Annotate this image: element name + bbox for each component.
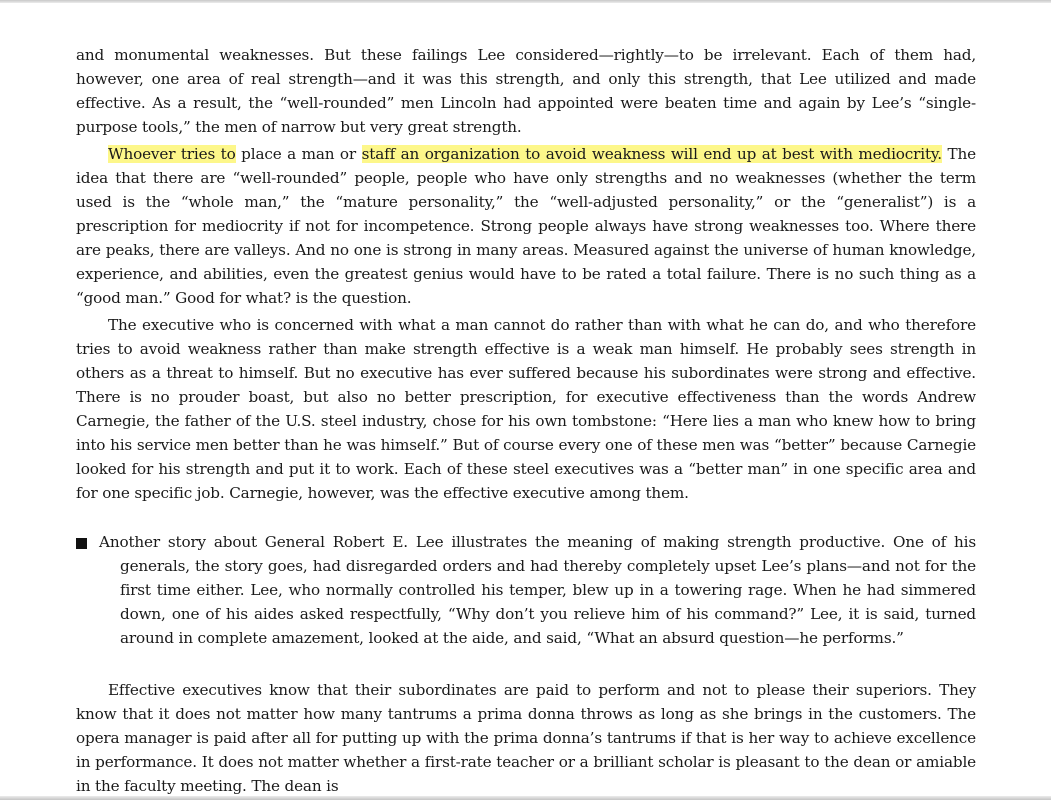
page-text <box>76 43 976 798</box>
paragraph-effective-executives: Effective executives know that their subordinates are paid to perform and not to please their superiors. They know that it does not matter how many tantrums a prima donna throws as long as she brings in the customers. The opera manager is paid after all for putting up with the prima donna’s tantrums if that is her way to achieve excellence in performance. It does not matter whether a first-rate teacher or a brilliant scholar is pleasant to the dean or amiable in the faculty meeting. The dean is <box>76 681 976 795</box>
paragraph-highlighted <box>76 142 976 310</box>
page-top-edge <box>0 0 1051 3</box>
black-square-bullet-icon <box>76 538 87 549</box>
paragraph-text-1: place a man or <box>235 145 362 163</box>
page-bottom-edge <box>0 796 1051 800</box>
paragraph-executive: The executive who is concerned with what a man cannot do rather than with what he can do, and who therefore tries to avoid weakness rather than make strength effective is a weak man himself. He probably sees strength in others as a threat to himself. But no executive has ever suffered because his subordinates were strong and effective. There is no prouder boast, but also no better prescription, for executive effectiveness than the words Andrew Carnegie, the father of the U.S. steel industry, chose for his own tombstone: “Here lies a man who knew how to bring into his service men better than he was himself.” But of course every one of these men was “better” because Carnegie looked for his strength and put it to work. Each of these steel executives was a “better man” in one specific area and for one specific job. Carnegie, however, was the effective executive among them. <box>76 316 976 502</box>
paragraph-continuation: and monumental weaknesses. But these failings Lee considered—rightly—to be irrelevant. Each of them had, however, one area of real strength—and it was this strength, and only this strength, that Lee utilized and made effective. As a result, the “well-rounded” men Lincoln had appointed were beaten time and again by Lee’s “single-purpose tools,” the men of narrow but very great strength. <box>76 46 976 136</box>
highlight-1[interactable]: Whoever tries to <box>108 145 236 163</box>
paragraph-text-2: The idea that there are “well-rounded” people, people who have only strengths and no weaknesses (whether the term used is the “whole man,” the “mature personality,” the “well-adjusted personality,” or the “generalist”) is a prescription for mediocrity if not for incompetence. Strong people always have strong weaknesses too. Where there are peaks, there are valleys. And no one is strong in many areas. Measured against the universe of human knowledge, experience, and abilities, even the greatest genius would have to be rated a total failure. There is no such thing as a “good man.” Good for what? is the question. <box>76 145 976 307</box>
bullet-item-text: Another story about General Robert E. Lee illustrates the meaning of making strength productive. One of his generals, the story goes, had disregarded orders and had thereby completely upset Lee’s plans—and not for the first time either. Lee, who normally controlled his temper, blew up in a towering rage. When he had simmered down, one of his aides asked respectfully, “Why don’t you relieve him of his command?” Lee, it is said, turned around in complete amazement, looked at the aide, and said, “What an absurd question—he performs.” <box>99 533 976 647</box>
bullet-item <box>76 530 976 650</box>
highlight-2[interactable]: staff an organization to avoid weakness will end up at best with mediocrity. <box>361 145 942 163</box>
